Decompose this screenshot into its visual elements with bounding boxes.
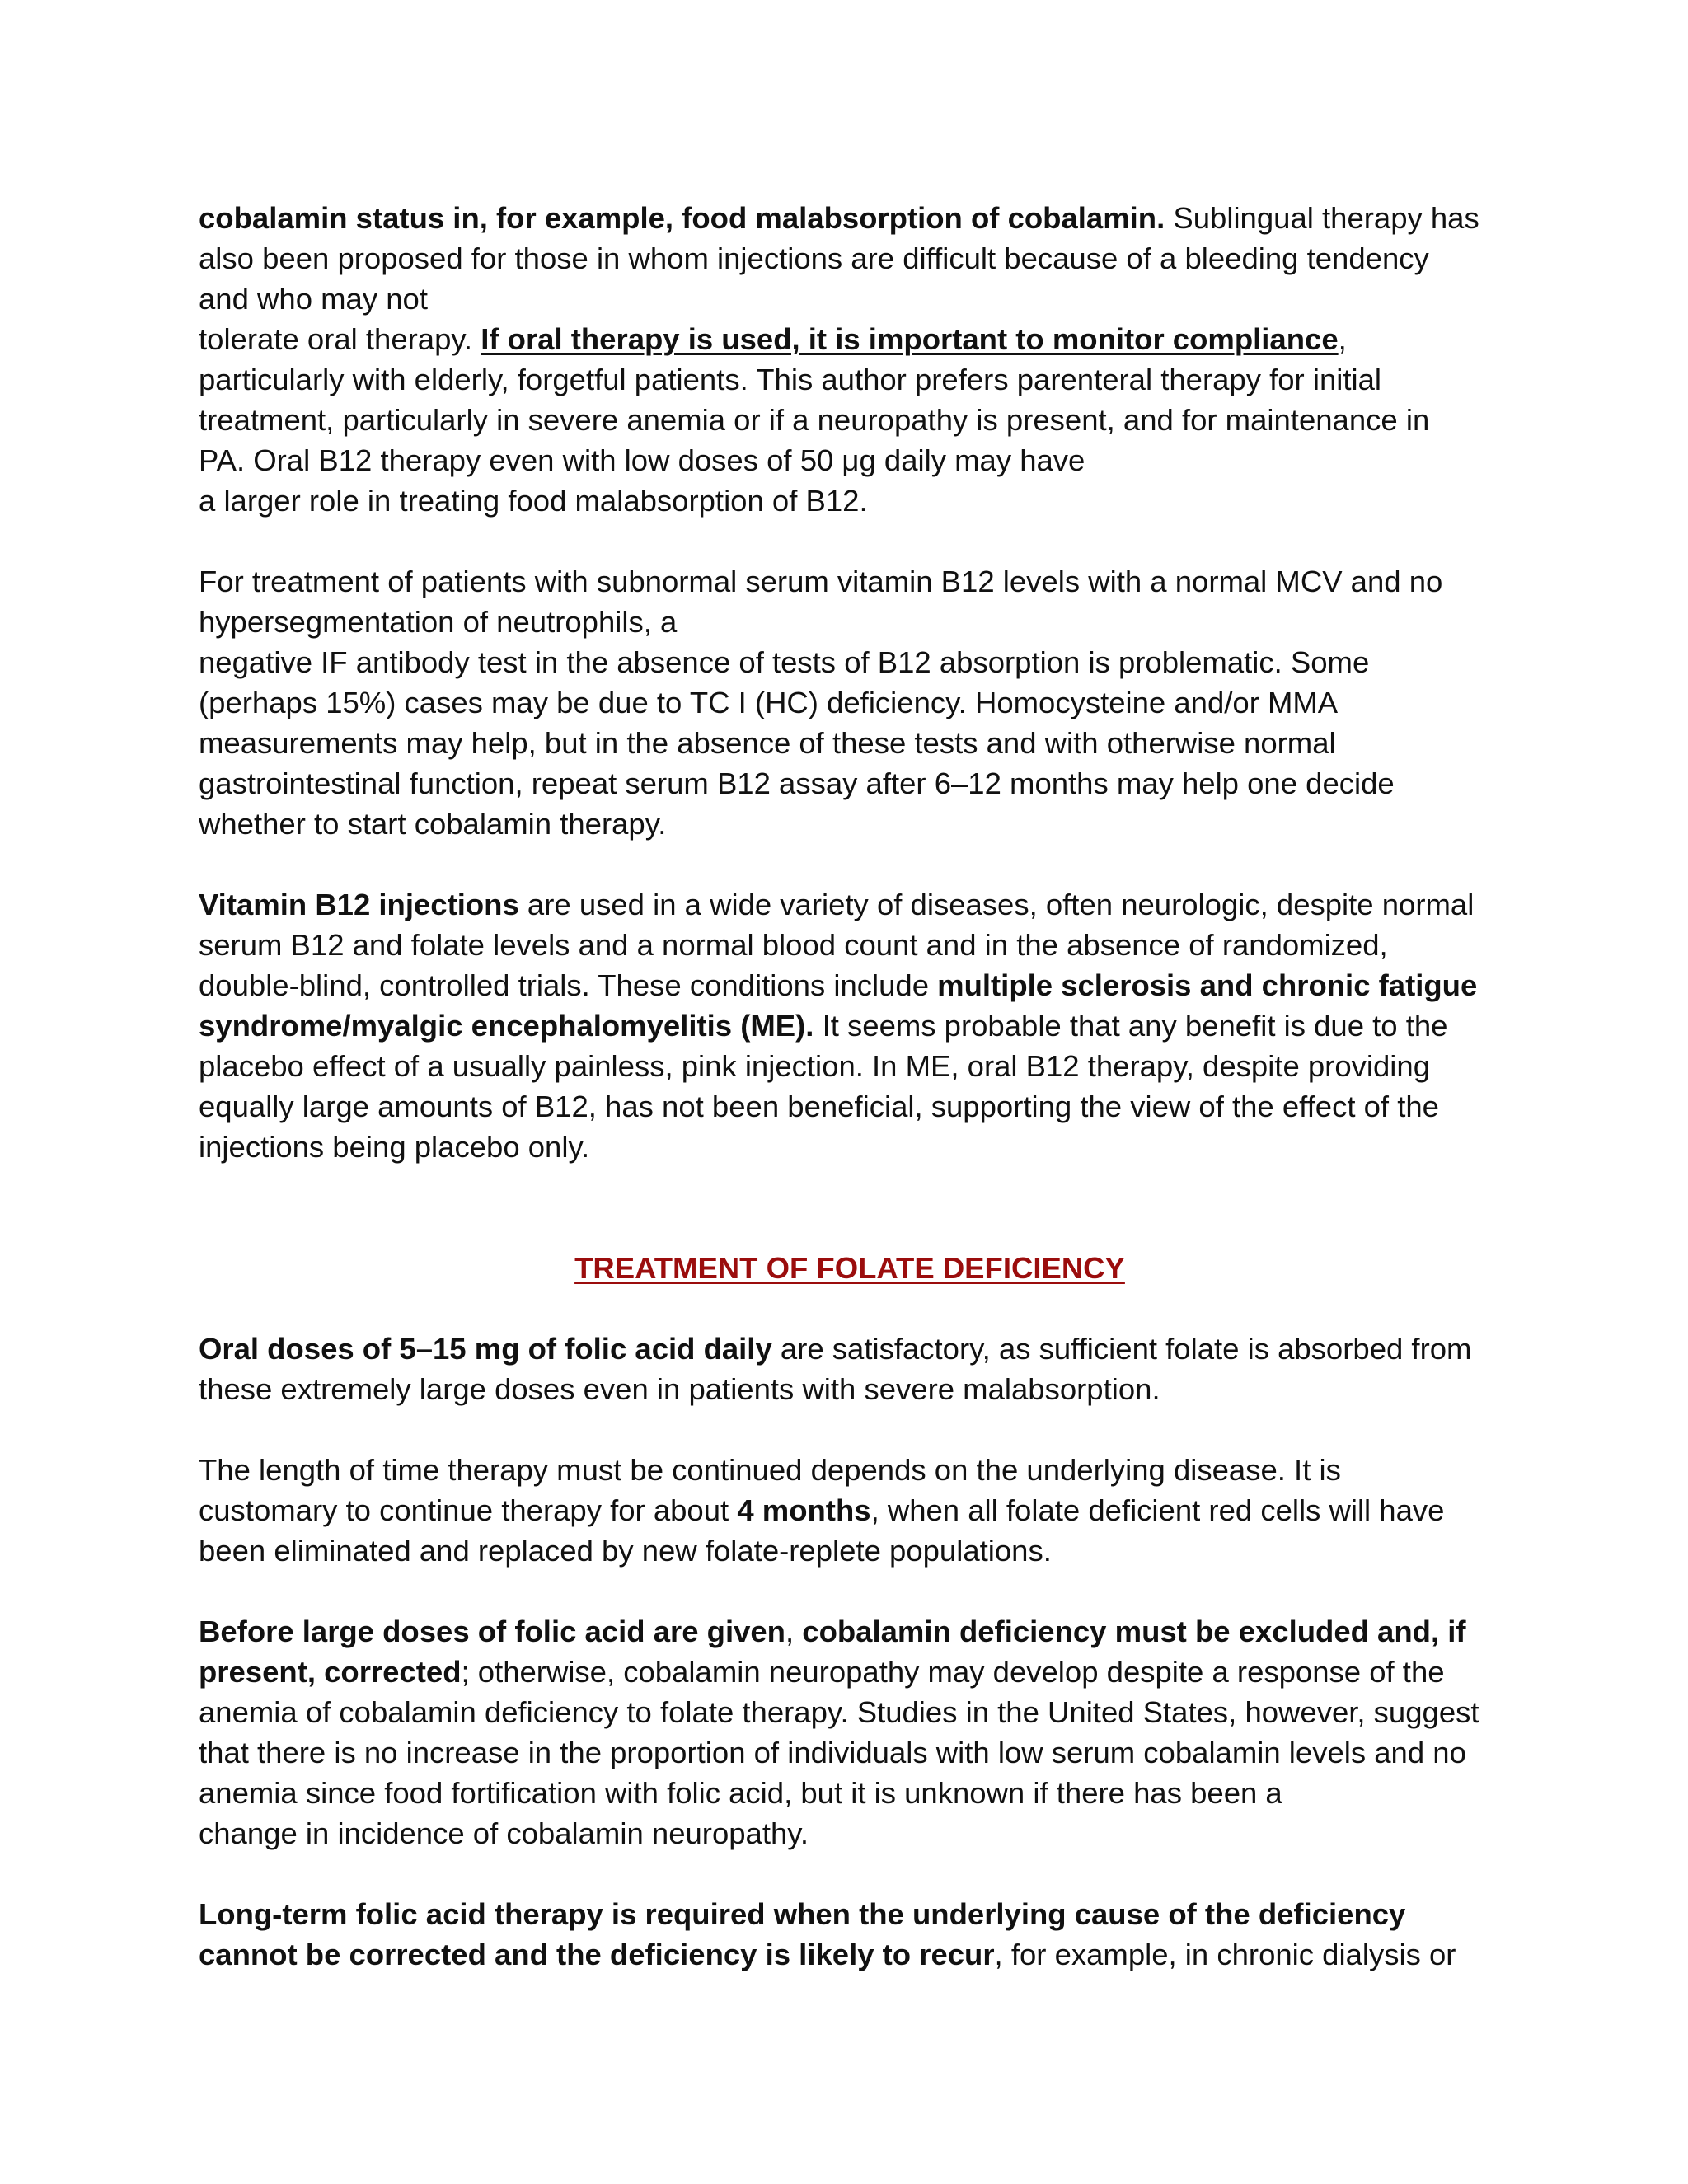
paragraph-long-term-therapy (199, 1894, 1501, 1975)
text-line: treatment, particularly in severe anemia or if a neuropathy is present, and for maintenance in (199, 403, 1430, 437)
underlined-bold-text: If oral therapy is used, it is important to monitor compliance (481, 322, 1339, 356)
bold-text: syndrome/myalgic encephalomyelitis (ME). (199, 1009, 814, 1043)
text-line: and who may not (199, 282, 428, 316)
bold-text: cobalamin status in, for example, food malabsorption of cobalamin. (199, 201, 1165, 235)
text-line: been eliminated and replaced by new folate-replete populations. (199, 1534, 1052, 1568)
paragraph-b12-injections (199, 884, 1501, 1167)
text-line: anemia since food fortification with folic acid, but it is unknown if there has been a (199, 1776, 1282, 1810)
bold-text: multiple sclerosis and chronic fatigue (937, 968, 1478, 1002)
paragraph-exclude-cobalamin-deficiency (199, 1611, 1501, 1854)
text-line: change in incidence of cobalamin neuropathy. (199, 1816, 809, 1850)
bold-text: Long-term folic acid therapy is required when the underlying cause of the deficiency (199, 1897, 1406, 1931)
text-line: hypersegmentation of neutrophils, a (199, 605, 678, 639)
text-line: whether to start cobalamin therapy. (199, 807, 667, 841)
text-line: that there is no increase in the proportion of individuals with low serum cobalamin levels and no (199, 1736, 1466, 1769)
text-line: placebo effect of a usually painless, pink injection. In ME, oral B12 therapy, despite providing (199, 1049, 1431, 1083)
bold-text: Before large doses of folic acid are given (199, 1615, 785, 1648)
text-line: a larger role in treating food malabsorption of B12. (199, 484, 868, 518)
bold-text: cobalamin deficiency must be excluded and, if (802, 1615, 1466, 1648)
paragraph-subnormal-b12 (199, 561, 1501, 844)
bold-text: 4 months (737, 1493, 871, 1527)
text-line: serum B12 and folate levels and a normal blood count and in the absence of randomized, (199, 928, 1388, 962)
text-line: syndrome/myalgic encephalomyelitis (ME). It seems probable that any benefit is due to the (199, 1009, 1448, 1043)
text-line: Oral doses of 5–15 mg of folic acid daily are satisfactory, as sufficient folate is absorbed from (199, 1332, 1472, 1366)
text-line: particularly with elderly, forgetful patients. This author prefers parenteral therapy for initial (199, 363, 1382, 396)
text-line: Vitamin B12 injections are used in a wide variety of diseases, often neurologic, despite normal (199, 888, 1475, 921)
text-line: cobalamin status in, for example, food malabsorption of cobalamin. Sublingual therapy has (199, 201, 1479, 235)
bold-text: cannot be corrected and the deficiency is likely to recur (199, 1938, 995, 1971)
bold-text: Oral doses of 5–15 mg of folic acid daily (199, 1332, 772, 1366)
document-page (199, 198, 1501, 2015)
text-line: tolerate oral therapy. If oral therapy is used, it is important to monitor compliance, (199, 322, 1347, 356)
text-line: The length of time therapy must be continued depends on the underlying disease. It is (199, 1453, 1341, 1487)
bold-text: present, corrected (199, 1655, 462, 1689)
text-line: (perhaps 15%) cases may be due to TC I (HC) deficiency. Homocysteine and/or MMA (199, 686, 1339, 719)
text-line: For treatment of patients with subnormal serum vitamin B12 levels with a normal MCV and no (199, 565, 1443, 598)
text-line: anemia of cobalamin deficiency to folate therapy. Studies in the United States, however, suggest (199, 1695, 1479, 1729)
text-line: measurements may help, but in the absence of these tests and with otherwise normal (199, 726, 1336, 760)
text-line: also been proposed for those in whom injections are difficult because of a bleeding tendency (199, 241, 1429, 275)
text-line: these extremely large doses even in patients with severe malabsorption. (199, 1372, 1160, 1406)
paragraph-oral-doses (199, 1329, 1501, 1409)
text-line: cannot be corrected and the deficiency is likely to recur, for example, in chronic dialysis or (199, 1938, 1456, 1971)
text-line: negative IF antibody test in the absence of tests of B12 absorption is problematic. Some (199, 645, 1370, 679)
paragraph-therapy-length (199, 1450, 1501, 1571)
section-heading: TREATMENT OF FOLATE DEFICIENCY (574, 1251, 1125, 1285)
text-line: equally large amounts of B12, has not been beneficial, supporting the view of the effect of the (199, 1090, 1439, 1123)
paragraph-sublingual-therapy (199, 198, 1501, 521)
text-line: gastrointestinal function, repeat serum B12 assay after 6–12 months may help one decide (199, 766, 1395, 800)
text-line: injections being placebo only. (199, 1130, 590, 1164)
text-line: double-blind, controlled trials. These conditions include multiple sclerosis and chronic fatigue (199, 968, 1478, 1002)
text-line: present, corrected; otherwise, cobalamin neuropathy may develop despite a response of the (199, 1655, 1445, 1689)
text-line: Before large doses of folic acid are given, cobalamin deficiency must be excluded and, if (199, 1615, 1466, 1648)
text-line: PA. Oral B12 therapy even with low doses of 50 μg daily may have (199, 443, 1085, 477)
bold-text: Vitamin B12 injections (199, 888, 519, 921)
text-line: customary to continue therapy for about 4 months, when all folate deficient red cells will have (199, 1493, 1445, 1527)
text-line (199, 1894, 1501, 1934)
